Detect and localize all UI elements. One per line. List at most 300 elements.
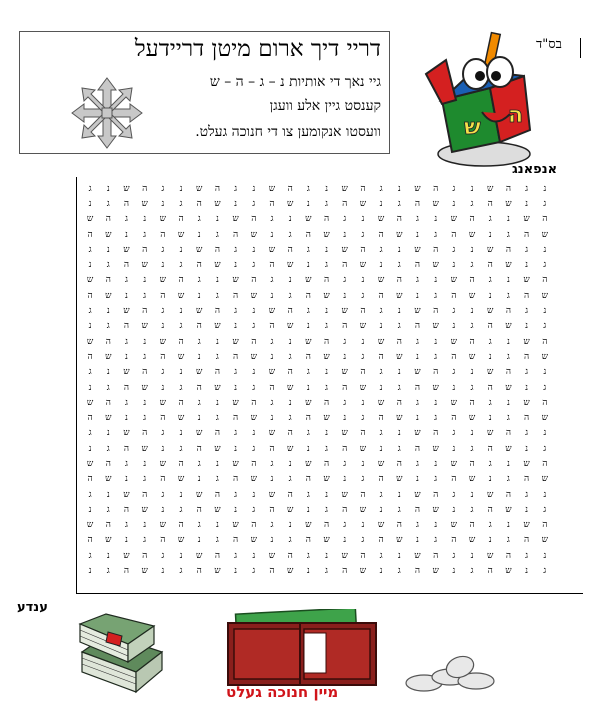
maze-letter-cell: ג	[470, 566, 474, 577]
maze-letter-cell: נ	[506, 214, 510, 225]
maze-letter-cell: ש	[196, 367, 203, 378]
maze-letter-cell: ג	[270, 458, 274, 469]
maze-letter-cell: ג	[397, 260, 401, 271]
maze-letter-cell: נ	[106, 244, 110, 255]
maze-letter-cell: ה	[87, 290, 93, 301]
maze-letter-cell: ה	[142, 550, 148, 561]
maze-letter-cell: נ	[161, 382, 165, 393]
maze-letter-cell: ג	[343, 214, 347, 225]
maze-letter-cell: ש	[105, 229, 112, 240]
maze-letter-cell: ש	[396, 351, 403, 362]
maze-letter-cell: ש	[468, 413, 476, 424]
wallet-icon	[220, 609, 382, 689]
maze-letter-cell: ה	[87, 351, 93, 362]
maze-letter-cell: ה	[342, 260, 348, 271]
maze-letter-cell: ה	[123, 443, 130, 454]
maze-letter-cell: נ	[434, 214, 438, 225]
maze-letter-cell: ג	[215, 229, 219, 240]
maze-letter-cell: ה	[323, 214, 330, 225]
maze-letter-cell: ג	[415, 397, 419, 408]
maze-letter-cell: ג	[106, 443, 110, 454]
maze-row	[81, 242, 554, 257]
maze-letter-cell: ה	[142, 183, 148, 194]
maze-letter-cell: ש	[159, 458, 167, 469]
maze-letter-cell: ג	[543, 504, 547, 515]
maze-letter-cell: ש	[232, 336, 239, 347]
maze-letter-cell: ש	[286, 443, 294, 454]
maze-letter-cell: ש	[323, 535, 330, 546]
maze-letter-cell: ה	[287, 489, 293, 500]
maze-letter-cell: נ	[325, 306, 328, 317]
maze-letter-cell: ה	[414, 198, 421, 209]
maze-letter-cell: ג	[379, 306, 383, 317]
maze-letter-cell: ש	[105, 290, 112, 301]
maze-letter-cell: נ	[197, 474, 201, 485]
maze-letter-cell: ג	[143, 229, 147, 240]
maze-letter-cell: נ	[452, 382, 456, 393]
maze-letter-cell: נ	[125, 351, 128, 362]
maze-letter-cell: ה	[287, 306, 293, 317]
maze-letter-cell: ש	[286, 198, 294, 209]
maze-row	[81, 212, 554, 227]
maze-letter-cell: ג	[470, 504, 474, 515]
maze-letter-cell: ש	[450, 397, 458, 408]
maze-letter-cell: ג	[343, 275, 347, 286]
maze-row	[81, 288, 554, 303]
maze-letter-cell: ג	[288, 535, 292, 546]
maze-letter-cell: ש	[159, 397, 167, 408]
maze-letter-cell: נ	[125, 535, 128, 546]
maze-letter-cell: ג	[288, 290, 292, 301]
maze-letter-cell: ש	[250, 351, 257, 362]
maze-letter-cell: ה	[396, 214, 402, 225]
maze-letter-cell: ש	[541, 290, 548, 301]
maze-letter-cell: נ	[416, 535, 419, 546]
maze-letter-cell: ה	[214, 306, 220, 317]
maze-letter-cell: ג	[452, 306, 456, 317]
maze-letter-cell: ש	[286, 566, 294, 577]
maze-row	[81, 319, 554, 334]
maze-letter-cell: ג	[197, 214, 201, 225]
maze-letter-cell: נ	[525, 443, 529, 454]
maze-letter-cell: ה	[123, 566, 130, 577]
maze-letter-cell: ה	[433, 244, 439, 255]
maze-letter-cell: ש	[487, 183, 494, 194]
maze-letter-cell: נ	[397, 367, 401, 378]
maze-letter-cell: ה	[323, 336, 330, 347]
maze-letter-cell: נ	[252, 367, 256, 378]
maze-letter-cell: נ	[161, 198, 165, 209]
maze-letter-cell: ה	[505, 183, 511, 194]
maze-letter-cell: נ	[379, 504, 383, 515]
maze-letter-cell: ה	[342, 504, 348, 515]
maze-letter-cell: ש	[450, 520, 458, 531]
maze-letter-cell: ג	[143, 535, 147, 546]
maze-letter-cell: ש	[523, 214, 530, 225]
maze-letter-cell: ג	[234, 367, 238, 378]
maze-letter-cell: נ	[234, 260, 238, 271]
maze-letter-cell: ה	[524, 351, 530, 362]
maze-letter-cell: ג	[161, 306, 165, 317]
maze-letter-cell: ה	[178, 520, 184, 531]
maze-letter-cell: ש	[232, 397, 239, 408]
maze-letter-cell: ש	[214, 443, 221, 454]
maze-letter-cell: ג	[543, 443, 547, 454]
maze-letter-cell: ג	[252, 443, 256, 454]
maze-letter-cell: נ	[270, 474, 274, 485]
maze-letter-cell: ג	[88, 244, 92, 255]
maze-letter-cell: ג	[179, 321, 183, 332]
maze-letter-cell: ש	[377, 520, 385, 531]
maze-letter-cell: ש	[523, 520, 530, 531]
maze-letter-cell: נ	[416, 474, 419, 485]
maze-letter-cell: נ	[161, 260, 165, 271]
maze-letter-cell: ש	[123, 428, 130, 439]
maze-letter-cell: ה	[305, 474, 311, 485]
maze-letter-cell: ש	[177, 351, 185, 362]
maze-letter-cell: ה	[214, 367, 220, 378]
maze-letter-cell: ג	[361, 290, 365, 301]
maze-letter-cell: ה	[269, 198, 275, 209]
maze-letter-cell: נ	[197, 290, 201, 301]
maze-letter-cell: ש	[268, 489, 276, 500]
maze-letter-cell: ג	[143, 290, 147, 301]
maze-letter-cell: ש	[305, 214, 312, 225]
maze-letter-cell: ג	[525, 367, 529, 378]
maze-letter-cell: ש	[377, 336, 385, 347]
maze-letter-cell: נ	[197, 535, 201, 546]
maze-letter-cell: ש	[468, 290, 476, 301]
maze-letter-cell: ג	[161, 244, 165, 255]
coins-icon	[404, 655, 500, 695]
maze-letter-cell: ה	[123, 382, 130, 393]
maze-letter-cell: ש	[359, 566, 367, 577]
maze-letter-cell: ש	[523, 397, 530, 408]
maze-letter-cell: ה	[433, 367, 439, 378]
maze-letter-cell: ש	[541, 474, 548, 485]
maze-letter-cell: נ	[88, 566, 92, 577]
maze-letter-cell: נ	[234, 566, 238, 577]
maze-letter-cell: ג	[434, 290, 438, 301]
maze-letter-cell: ג	[525, 306, 529, 317]
maze-end-label: ענדע	[17, 600, 48, 615]
maze-letter-cell: ג	[197, 397, 201, 408]
maze-letter-cell: ה	[160, 351, 166, 362]
maze-letter-cell: נ	[161, 321, 165, 332]
maze-letter-cell: ג	[325, 443, 329, 454]
maze-letter-cell: ג	[306, 244, 310, 255]
maze-letter-cell: ג	[234, 550, 238, 561]
maze-letter-cell: ש	[468, 535, 476, 546]
maze-letter-cell: ה	[105, 214, 111, 225]
maze-letter-cell: ג	[397, 566, 401, 577]
maze-letter-cell: ג	[252, 321, 256, 332]
maze-row	[81, 502, 554, 517]
maze-letter-cell: ג	[106, 260, 110, 271]
maze-letter-cell: ג	[197, 275, 201, 286]
maze-letter-cell: ג	[306, 367, 310, 378]
maze-letter-cell: ה	[196, 260, 202, 271]
maze-letter-cell: ג	[488, 275, 492, 286]
maze-letter-cell: ג	[306, 306, 310, 317]
maze-letter-cell: ג	[106, 198, 110, 209]
maze-row	[81, 273, 554, 288]
maze-letter-cell: ש	[250, 535, 257, 546]
maze-letter-cell: ש	[359, 260, 367, 271]
maze-letter-cell: ג	[106, 382, 110, 393]
maze-letter-cell: ה	[269, 382, 275, 393]
maze-letter-cell: ש	[468, 474, 476, 485]
maze-letter-cell: ג	[379, 367, 383, 378]
maze-letter-cell: ג	[506, 351, 510, 362]
maze-letter-cell: ש	[177, 413, 185, 424]
wallet-caption: מיין חנוכה געלט	[226, 683, 339, 701]
maze-letter-cell: ה	[360, 183, 366, 194]
maze-letter-cell: ג	[215, 535, 219, 546]
maze-letter-cell: ש	[323, 290, 330, 301]
maze-letter-cell: נ	[470, 306, 474, 317]
maze-letter-cell: ש	[450, 458, 458, 469]
maze-letter-cell: ש	[414, 367, 421, 378]
maze-letter-cell: ש	[487, 550, 494, 561]
maze-letter-cell: ג	[506, 229, 510, 240]
maze-letter-cell: ג	[397, 321, 401, 332]
maze-letter-cell: נ	[434, 520, 438, 531]
maze-letter-cell: ה	[360, 428, 366, 439]
maze-letter-cell: ש	[268, 550, 276, 561]
maze-letter-cell: ה	[196, 443, 202, 454]
maze-letter-cell: ה	[451, 229, 457, 240]
maze-letter-cell: נ	[416, 290, 419, 301]
maze-letter-cell: נ	[215, 458, 219, 469]
maze-letter-cell: נ	[143, 214, 147, 225]
maze-letter-cell: ש	[414, 489, 421, 500]
maze-letter-cell: ה	[87, 535, 93, 546]
maze-letter-cell: ש	[487, 428, 494, 439]
maze-letter-cell: נ	[270, 535, 274, 546]
maze-letter-cell: ש	[196, 489, 203, 500]
maze-letter-cell: ש	[396, 474, 403, 485]
maze-letter-cell: ש	[268, 306, 276, 317]
maze-letter-cell: נ	[252, 550, 256, 561]
maze-letter-cell: ש	[377, 458, 385, 469]
maze-letter-cell: ש	[505, 504, 512, 515]
maze-letter-cell: נ	[452, 566, 456, 577]
maze-letter-cell: נ	[452, 260, 456, 271]
maze-letter-cell: נ	[288, 397, 292, 408]
maze-letter-cell: נ	[88, 260, 92, 271]
maze-letter-cell: ג	[488, 214, 492, 225]
maze-letter-cell: ג	[379, 183, 383, 194]
maze-letter-cell: נ	[106, 489, 110, 500]
maze-row	[81, 487, 554, 502]
maze-letter-cell: ש	[86, 458, 94, 469]
maze-letter-cell: ש	[323, 229, 330, 240]
maze-letter-cell: נ	[306, 321, 310, 332]
maze-letter-cell: ה	[196, 504, 202, 515]
maze-letter-cell: ג	[343, 336, 347, 347]
maze-letter-cell: ג	[470, 321, 474, 332]
maze-letter-cell: נ	[488, 413, 492, 424]
maze-letter-cell: ש	[341, 489, 348, 500]
maze-letter-cell: ה	[524, 535, 530, 546]
maze-row	[81, 563, 554, 578]
maze-letter-cell: נ	[306, 443, 310, 454]
maze-letter-cell: נ	[543, 489, 547, 500]
maze-letter-cell: ג	[379, 428, 383, 439]
maze-letter-cell: נ	[197, 351, 201, 362]
instructions-line-2: קענסט גיין אלע וועגן	[269, 98, 381, 114]
maze-letter-cell: נ	[525, 382, 529, 393]
maze-letter-cell: ג	[506, 290, 510, 301]
maze-letter-cell: נ	[215, 336, 219, 347]
maze-letter-cell: ש	[123, 550, 130, 561]
maze-letter-cell: ג	[234, 183, 238, 194]
maze-letter-cell: נ	[343, 229, 347, 240]
maze-letter-cell: ש	[268, 367, 276, 378]
maze-row	[81, 257, 554, 272]
maze-letter-cell: ג	[161, 550, 165, 561]
maze-letter-cell: ש	[141, 198, 148, 209]
maze-letter-cell: ג	[488, 397, 492, 408]
maze-letter-cell: ג	[506, 474, 510, 485]
maze-letter-cell: נ	[234, 382, 238, 393]
maze-letter-cell: ה	[123, 504, 130, 515]
maze-letter-cell: ג	[470, 260, 474, 271]
maze-letter-cell: ג	[397, 198, 401, 209]
maze-letter-cell: נ	[179, 244, 183, 255]
maze-letter-cell: ג	[361, 413, 365, 424]
maze-letter-cell: נ	[179, 489, 183, 500]
maze-letter-cell: ג	[215, 290, 219, 301]
maze-letter-cell: ג	[415, 214, 419, 225]
maze-letter-cell: ג	[325, 382, 329, 393]
maze-letter-cell: ה	[414, 382, 421, 393]
maze-letter-cell: ה	[451, 290, 457, 301]
maze-letter-cell: ש	[123, 306, 130, 317]
maze-letter-cell: ג	[415, 458, 419, 469]
maze-letter-cell: ה	[524, 229, 530, 240]
dreidel-letter-hey: ה	[508, 103, 524, 128]
maze-letter-cell: ה	[469, 275, 475, 286]
maze-letter-cell: ה	[360, 550, 366, 561]
maze-letter-cell: נ	[288, 214, 292, 225]
maze-letter-cell: נ	[488, 290, 492, 301]
maze-row	[81, 365, 554, 380]
maze-letter-cell: ג	[288, 474, 292, 485]
maze-letter-cell: ג	[179, 443, 183, 454]
maze-letter-cell: ש	[196, 244, 203, 255]
maze-letter-cell: ג	[143, 413, 147, 424]
maze-letter-cell: ש	[341, 244, 348, 255]
maze-letter-cell: נ	[361, 336, 365, 347]
maze-letter-cell: ה	[214, 183, 220, 194]
maze-letter-cell: ש	[286, 321, 294, 332]
maze-letter-cell: נ	[215, 275, 219, 286]
maze-letter-cell: נ	[88, 321, 92, 332]
maze-letter-cell: ג	[270, 275, 274, 286]
maze-letter-cell: ש	[341, 428, 348, 439]
maze-letter-cell: ש	[232, 275, 239, 286]
maze-letter-cell: נ	[125, 413, 128, 424]
maze-letter-cell: נ	[143, 458, 147, 469]
maze-letter-cell: ה	[233, 351, 239, 362]
maze-start-label: אנפאנג	[512, 162, 558, 177]
maze-letter-cell: ג	[234, 244, 238, 255]
maze-letter-cell: ה	[142, 428, 148, 439]
maze-letter-cell: ש	[341, 306, 348, 317]
maze-letter-cell: ג	[452, 367, 456, 378]
maze-letter-cell: ה	[123, 198, 130, 209]
maze-letter-cell: ה	[524, 290, 530, 301]
maze-letter-cell: נ	[252, 489, 256, 500]
maze-letter-cell: ג	[270, 397, 274, 408]
maze-letter-cell: נ	[506, 520, 510, 531]
maze-letter-cell: ה	[87, 229, 93, 240]
maze-letter-cell: ש	[359, 382, 367, 393]
maze-letter-cell: נ	[270, 229, 274, 240]
instructions-title: דריי דיך ארום מיטן דריידעל	[134, 36, 381, 62]
maze-letter-cell: נ	[525, 566, 529, 577]
maze-letter-cell: ה	[378, 229, 384, 240]
maze-letter-cell: ש	[377, 214, 385, 225]
maze-letter-cell: ג	[379, 550, 383, 561]
maze-letter-cell: ה	[378, 290, 384, 301]
maze-letter-cell: נ	[270, 413, 274, 424]
maze-letter-cell: ג	[234, 306, 238, 317]
maze-letter-cell: ה	[287, 367, 293, 378]
maze-letter-cell: ש	[396, 535, 403, 546]
maze-letter-cell: ג	[325, 198, 329, 209]
maze-letter-cell: נ	[215, 397, 219, 408]
maze-letter-cell: ש	[468, 351, 476, 362]
maze-letter-cell: ש	[432, 382, 439, 393]
maze-letter-cell: ש	[196, 306, 203, 317]
maze-letter-cell: נ	[306, 504, 310, 515]
maze-letter-cell: נ	[252, 183, 256, 194]
maze-letter-cell: ה	[505, 244, 511, 255]
maze-letter-cell: ה	[396, 336, 402, 347]
maze-letter-cell: ש	[541, 413, 548, 424]
maze-letter-cell: נ	[325, 367, 328, 378]
maze-letter-cell: ש	[377, 275, 385, 286]
maze-letter-cell: ג	[361, 535, 365, 546]
maze-letter-cell: ש	[487, 244, 494, 255]
money-stack-icon	[74, 612, 166, 698]
maze-letter-cell: ה	[396, 458, 402, 469]
maze-row	[81, 518, 554, 533]
maze-letter-cell: ג	[306, 428, 310, 439]
maze-letter-cell: נ	[488, 474, 492, 485]
maze-letter-cell: ש	[450, 214, 458, 225]
maze-letter-cell: ה	[214, 428, 220, 439]
maze-letter-cell: ג	[488, 520, 492, 531]
maze-letter-cell: ה	[433, 183, 439, 194]
maze-letter-cell: ג	[525, 244, 529, 255]
maze-row	[81, 441, 554, 456]
maze-letter-cell: נ	[343, 535, 347, 546]
maze-letter-cell: ש	[305, 275, 312, 286]
maze-letter-cell: ג	[106, 321, 110, 332]
maze-letter-cell: נ	[234, 321, 238, 332]
maze-letter-cell: ש	[214, 321, 221, 332]
maze-letter-cell: ג	[124, 214, 128, 225]
maze-letter-cell: ה	[160, 290, 166, 301]
maze-letter-cell: ש	[86, 214, 94, 225]
maze-letter-cell: ג	[215, 413, 219, 424]
maze-letter-cell: ג	[506, 535, 510, 546]
maze-letter-cell: נ	[361, 397, 365, 408]
